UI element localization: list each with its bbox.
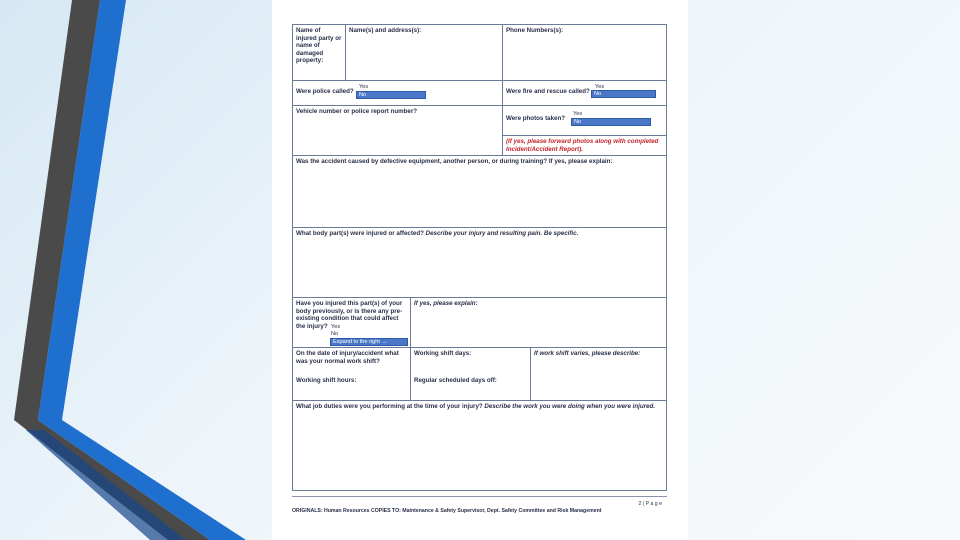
police-label: Were police called?: [296, 88, 354, 95]
body-label: What body part(s) were injured or affected?: [296, 230, 424, 237]
police-cell: [293, 81, 503, 106]
photos-label: Were photos taken?: [506, 115, 566, 122]
cause-cell[interactable]: [293, 156, 666, 228]
address-label: Name(s) and address(s):: [346, 25, 503, 81]
photos-dropdown[interactable]: No: [571, 118, 651, 126]
name-label: Name of injured party or name of damaged property:: [293, 25, 346, 81]
previous-cell: [293, 298, 411, 348]
fire-label: Were fire and rescue called?: [506, 88, 590, 95]
body-cell[interactable]: [293, 228, 666, 298]
photos-cell: [503, 106, 666, 136]
page-number: 2 | P a g e: [638, 501, 662, 507]
previous-yes-option[interactable]: Yes: [331, 324, 341, 330]
incident-form: [292, 24, 667, 491]
footer-distribution: ORIGINALS: Human Resources COPIES TO: Maintenance & Safety Supervisor, Dept. Safety Committee and Risk Management: [292, 508, 602, 514]
photos-note: (If yes, please forward photos along with completed Incident/Accident Report).: [503, 136, 666, 156]
fire-cell: [503, 81, 666, 106]
decorative-stripes: [0, 0, 272, 540]
police-dropdown[interactable]: No: [356, 91, 426, 99]
previous-label: Have you injured this part(s) of your body previously, or is there any pre-existing condition that could affect the injury?: [296, 300, 403, 330]
previous-no-option[interactable]: No: [331, 331, 339, 337]
body-hint: Describe your injury and resulting pain. Be specific.: [425, 230, 579, 237]
vehicle-label: Vehicle number or police report number?: [293, 106, 503, 156]
document-page: [272, 0, 688, 540]
previous-dropdown[interactable]: Expand to the right →: [330, 338, 408, 346]
varies-label[interactable]: If work shift varies, please describe:: [534, 350, 641, 357]
footer-divider: [292, 496, 667, 497]
shift-label: On the date of injury/accident what was your normal work shift?: [293, 348, 411, 375]
days-label[interactable]: Working shift days:: [411, 348, 531, 375]
duties-hint: Describe the work you were doing when you were injured.: [484, 403, 655, 410]
duties-label: What job duties were you performing at the time of your injury?: [296, 403, 483, 410]
fire-dropdown[interactable]: No: [591, 90, 656, 98]
fire-yes-option[interactable]: Yes: [595, 84, 605, 90]
daysoff-label[interactable]: Regular scheduled days off:: [411, 375, 531, 401]
photos-yes-option[interactable]: Yes: [573, 111, 583, 117]
duties-cell[interactable]: [293, 401, 666, 490]
phone-label: Phone Numbers(s):: [503, 25, 666, 81]
cause-label: Was the accident caused by defective equipment, another person, or during training? If yes, please explain:: [296, 158, 613, 165]
police-yes-option[interactable]: Yes: [359, 84, 369, 90]
explain-label[interactable]: If yes, please explain:: [411, 298, 666, 348]
hours-label[interactable]: Working shift hours:: [293, 375, 411, 401]
